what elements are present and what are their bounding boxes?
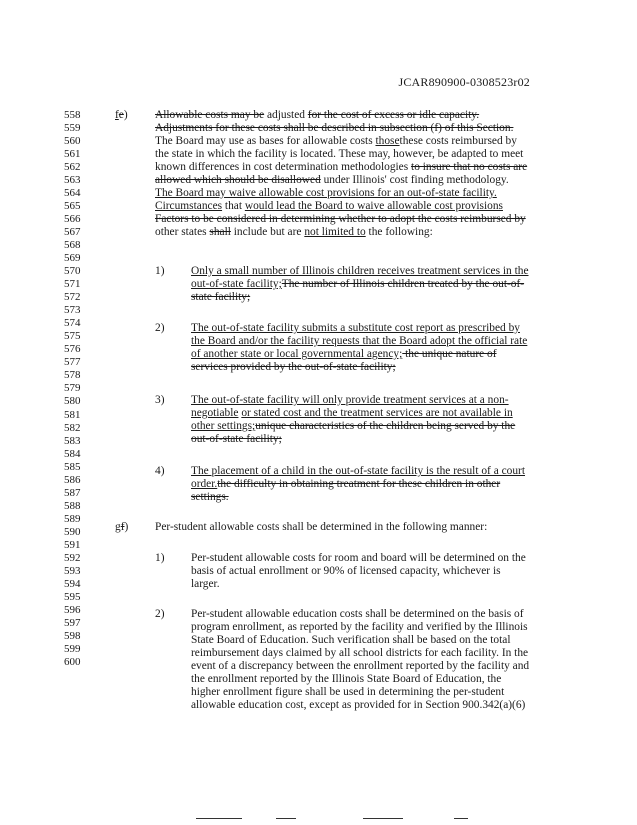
line-number: 591 (64, 538, 81, 551)
marker-suffix: ) (123, 109, 128, 121)
inserted-text: the Board and/or the facility requests that the Board adopt the official rate (191, 335, 528, 347)
document-id: JCAR890900-0308523r02 (398, 75, 530, 89)
line-number: 596 (64, 603, 81, 616)
deleted-text: services provided by the out-of-state facility; (191, 361, 396, 373)
marker-deleted: f (120, 521, 125, 533)
text: under Illinois' cost finding methodology. (320, 174, 509, 186)
line-number: 584 (64, 447, 81, 460)
item-e-3-number: 3) (155, 394, 165, 406)
text: adjusted (264, 109, 308, 121)
section-e-line-4: the state in which the facility is located. These may, however, be adapted to meet (155, 148, 524, 160)
line-number: 578 (64, 369, 81, 382)
line-number: 568 (64, 239, 81, 252)
item-g-2-line-3: State Board of Education. Such verification shall be based on the total (191, 634, 511, 646)
footer-divider (276, 818, 296, 819)
item-e-4-line-1 (191, 465, 525, 478)
item-g-2-line-4: reimbursement days claimed by all school districts for each facility. In the (191, 647, 529, 659)
text: The Board may use as bases for allowable costs (155, 135, 376, 147)
item-e-2-line-2 (191, 335, 527, 348)
line-number: 598 (64, 629, 81, 642)
line-number: 590 (64, 525, 81, 538)
item-e-4-line-2 (191, 478, 500, 491)
inserted-text: order. (191, 478, 218, 490)
line-number: 589 (64, 512, 81, 525)
item-e-3-line-2 (191, 407, 513, 420)
section-e-line-3 (155, 135, 517, 148)
inserted-text: of another state or local governmental agency; (191, 348, 403, 360)
inserted-text: Only a small number of Illinois children receives treatment services in the (191, 265, 529, 277)
inserted-text: other settings; (191, 420, 256, 432)
line-number: 571 (64, 278, 81, 291)
line-number: 567 (64, 226, 81, 239)
deleted-text: the unique nature of (402, 348, 497, 360)
inserted-text: those (375, 135, 400, 147)
line-number: 566 (64, 213, 81, 226)
footer-divider (454, 818, 468, 819)
line-number: 586 (64, 473, 81, 486)
deleted-text: for the cost of excess or idle capacity. (307, 109, 480, 121)
footer-divider (196, 818, 242, 819)
deleted-text: allowed which should be disallowed (155, 174, 321, 186)
item-g-2-line-7: higher enrollment figure shall be used in determining the per-student (191, 686, 505, 698)
inserted-text: would lead the Board to waive allowable cost provisions (244, 200, 503, 212)
line-number: 600 (64, 655, 81, 668)
item-g-2-line-2: program enrollment, as reported by the facility and verified by the Illinois (191, 621, 528, 633)
line-number: 576 (64, 343, 81, 356)
item-g-1-line-1: Per-student allowable costs for room and board will be determined on the (191, 552, 526, 564)
item-e-4-line-3 (191, 491, 229, 504)
line-number: 569 (64, 252, 81, 265)
section-g-intro: Per-student allowable costs shall be determined in the following manner: (155, 521, 488, 533)
line-number: 575 (64, 330, 81, 343)
item-e-1-line-1 (191, 265, 529, 278)
line-number: 559 (64, 122, 81, 134)
deleted-text: state facility; (191, 291, 251, 303)
item-e-2-line-4 (191, 361, 396, 374)
item-g-2-line-5: event of a discrepancy between the enrollment reported by the facility and (191, 660, 530, 672)
inserted-text: The out-of-state facility will only provide treatment services at a non- (191, 394, 509, 406)
line-number: 583 (64, 434, 81, 447)
line-number: 577 (64, 356, 81, 369)
item-e-1-line-2 (191, 278, 524, 291)
line-number: 581 (64, 408, 81, 421)
line-number: 572 (64, 291, 81, 304)
line-number: 592 (64, 551, 81, 564)
section-e-line-6 (155, 174, 509, 187)
text: other states (155, 226, 210, 238)
line-number: 593 (64, 564, 81, 577)
line-number: 561 (64, 148, 81, 161)
section-e-line-10 (155, 226, 433, 239)
marker-suffix: ) (124, 521, 129, 533)
item-g-1-line-3: larger. (191, 578, 220, 590)
inserted-text: out-of-state facility; (191, 278, 282, 290)
line-number: 597 (64, 616, 81, 629)
line-number: 582 (64, 421, 81, 434)
inserted-text: or stated cost and the treatment services are not available in (241, 407, 513, 419)
deleted-text: shall (209, 226, 231, 238)
section-e-marker (115, 109, 128, 122)
item-g-2-line-1: Per-student allowable education costs shall be determined on the basis of (191, 608, 524, 620)
text: include but are (230, 226, 305, 238)
item-g-2-line-6: the enrollment reported by the Illinois State Board of Education, the (191, 673, 502, 685)
section-g-marker (115, 521, 128, 534)
item-e-2-line-1 (191, 322, 520, 335)
line-number: 562 (64, 161, 81, 174)
deleted-text: out-of-state facility; (191, 433, 282, 445)
item-e-3-line-1 (191, 394, 509, 407)
item-e-2-number: 2) (155, 322, 165, 334)
inserted-text: The Board may waive allowable cost provisions for an out-of-state facility. (155, 187, 497, 199)
text: that (222, 200, 245, 212)
inserted-text: negotiable (191, 407, 239, 419)
deleted-text: the difficulty in obtaining treatment for these children in other (217, 478, 501, 490)
line-number: 588 (64, 499, 81, 512)
item-e-3-line-3 (191, 420, 515, 433)
item-g-2-number: 2) (155, 608, 165, 620)
inserted-text: Circumstances (155, 200, 223, 212)
section-e-line-1 (155, 109, 479, 122)
item-e-1-number: 1) (155, 265, 165, 277)
deleted-text: Adjustments for these costs shall be described in subsection (f) of this Section. (155, 122, 514, 134)
deleted-text: The number of Illinois children treated by the out-of- (281, 278, 525, 290)
line-number: 564 (64, 187, 81, 200)
footer-divider (363, 818, 403, 819)
line-number: 595 (64, 590, 81, 603)
section-e-line-7 (155, 187, 497, 200)
inserted-text: not limited to (304, 226, 366, 238)
section-e-line-5 (155, 161, 527, 174)
item-e-3-line-4 (191, 433, 282, 446)
item-g-2-line-8: allowable education cost, except as provided for in Section 900.342(a)(6) (191, 699, 526, 711)
line-number: 599 (64, 642, 81, 655)
text: the following: (365, 226, 433, 238)
section-e-line-9 (155, 213, 526, 226)
inserted-text: The out-of-state facility submits a substitute cost report as prescribed by (191, 322, 520, 334)
deleted-text: Allowable costs may be (155, 109, 265, 121)
line-number: 580 (64, 395, 81, 408)
line-number: 563 (64, 174, 81, 187)
line-number: 558 (64, 109, 81, 121)
item-g-1-number: 1) (155, 552, 165, 564)
line-number: 587 (64, 486, 81, 499)
text: these costs reimbursed by (399, 135, 517, 147)
item-e-2-line-3 (191, 348, 497, 361)
deleted-text: unique characteristics of the children being served by the (255, 420, 516, 432)
deleted-text: Factors to be considered in determining whether to adopt the costs reimbursed by (155, 213, 526, 225)
item-e-1-line-3 (191, 291, 250, 304)
line-number: 560 (64, 135, 81, 147)
line-number: 574 (64, 317, 81, 330)
item-g-1-line-2: basis of actual enrollment or 90% of licensed capacity, whichever is (191, 565, 501, 577)
marker-inserted: g (115, 521, 121, 533)
section-e-line-8 (155, 200, 503, 213)
section-e-line-2 (155, 122, 513, 135)
inserted-text: The placement of a child in the out-of-state facility is the result of a court (191, 465, 526, 477)
line-number: 573 (64, 304, 81, 317)
line-number: 594 (64, 577, 81, 590)
line-number: 579 (64, 382, 81, 395)
line-number: 570 (64, 265, 81, 278)
marker-deleted: e (118, 109, 124, 121)
line-number: 565 (64, 200, 81, 213)
item-e-4-number: 4) (155, 465, 165, 477)
marker-inserted: f (115, 109, 119, 121)
line-number: 585 (64, 460, 81, 473)
deleted-text: settings. (191, 491, 229, 503)
deleted-text: to insure that no costs are (411, 161, 528, 173)
text: known differences in cost determination methodologies (155, 161, 412, 173)
